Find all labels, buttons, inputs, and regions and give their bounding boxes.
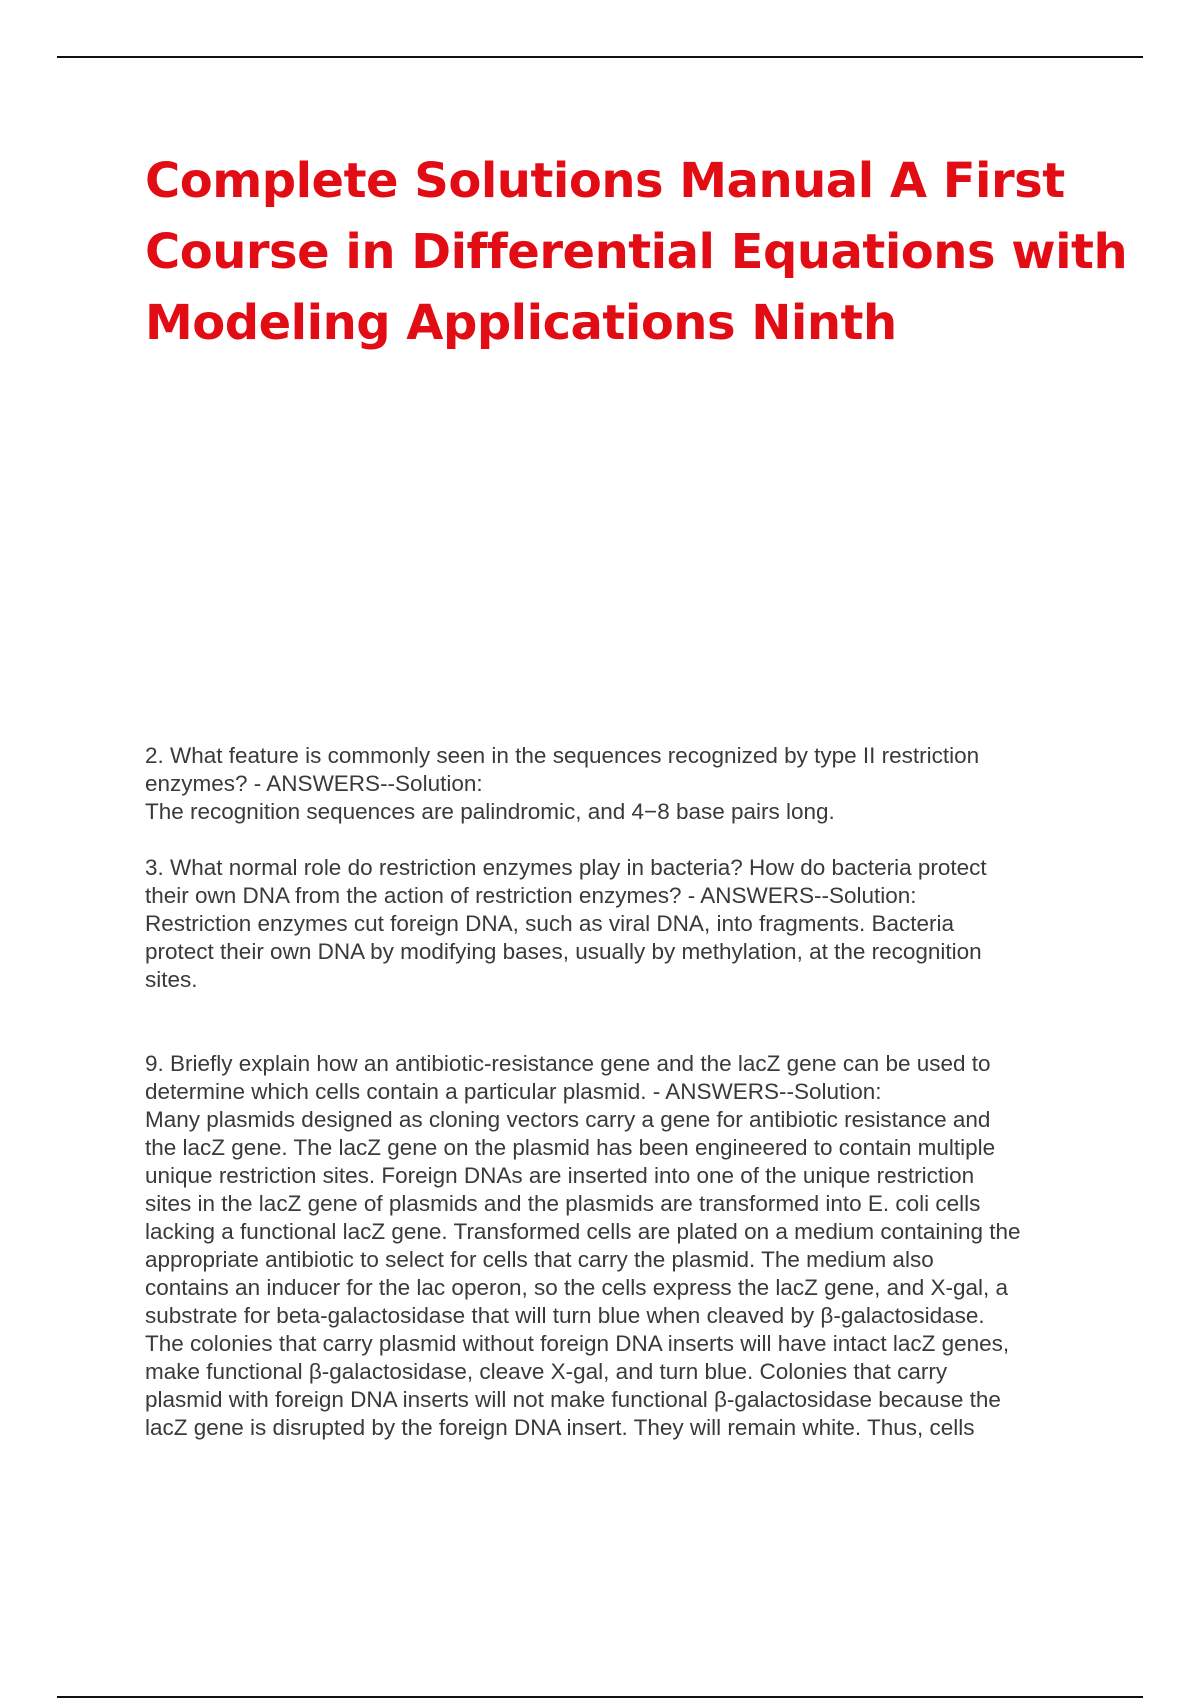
text-line: substrate for beta-galactosidase that will turn blue when cleaved by β-galactosidase.	[145, 1303, 985, 1328]
qa-block-2	[145, 742, 1095, 826]
top-rule	[57, 56, 1143, 58]
text-line: protect their own DNA by modifying bases, usually by methylation, at the recognition	[145, 939, 982, 964]
text-line: lacZ gene is disrupted by the foreign DNA insert. They will remain white. Thus, cells	[145, 1415, 975, 1440]
title-line: Course in Differential Equations with	[145, 224, 1128, 280]
bottom-rule	[57, 1696, 1143, 1698]
text-line: plasmid with foreign DNA inserts will not make functional β-galactosidase because the	[145, 1387, 1001, 1412]
text-line: lacking a functional lacZ gene. Transformed cells are plated on a medium containing the	[145, 1219, 1021, 1244]
text-line: enzymes? - ANSWERS--Solution:	[145, 771, 483, 796]
qa-block-3	[145, 854, 1095, 994]
text-line: 3. What normal role do restriction enzymes play in bacteria? How do bacteria protect	[145, 855, 987, 880]
text-line: The recognition sequences are palindromic, and 4−8 base pairs long.	[145, 799, 835, 824]
text-line: make functional β-galactosidase, cleave X-gal, and turn blue. Colonies that carry	[145, 1359, 948, 1384]
text-line: The colonies that carry plasmid without foreign DNA inserts will have intact lacZ genes,	[145, 1331, 1010, 1356]
document-title	[145, 146, 1128, 359]
text-line: Many plasmids designed as cloning vectors carry a gene for antibiotic resistance and	[145, 1107, 991, 1132]
title-line: Modeling Applications Ninth	[145, 295, 897, 351]
text-line: sites in the lacZ gene of plasmids and the plasmids are transformed into E. coli cells	[145, 1191, 981, 1216]
text-line: determine which cells contain a particular plasmid. - ANSWERS--Solution:	[145, 1079, 882, 1104]
text-line: their own DNA from the action of restriction enzymes? - ANSWERS--Solution:	[145, 883, 917, 908]
title-line: Complete Solutions Manual A First	[145, 153, 1065, 209]
text-line: contains an inducer for the lac operon, so the cells express the lacZ gene, and X-gal, a	[145, 1275, 1009, 1300]
text-line: unique restriction sites. Foreign DNAs are inserted into one of the unique restriction	[145, 1163, 975, 1188]
text-line: 2. What feature is commonly seen in the sequences recognized by type II restriction	[145, 743, 980, 768]
text-line: the lacZ gene. The lacZ gene on the plasmid has been engineered to contain multiple	[145, 1135, 996, 1160]
text-line: 9. Briefly explain how an antibiotic-resistance gene and the lacZ gene can be used to	[145, 1051, 991, 1076]
qa-block-9	[145, 1050, 1095, 1442]
text-line: Restriction enzymes cut foreign DNA, such as viral DNA, into fragments. Bacteria	[145, 911, 955, 936]
document-body	[145, 742, 1095, 1442]
text-line: appropriate antibiotic to select for cells that carry the plasmid. The medium also	[145, 1247, 934, 1272]
text-line: sites.	[145, 967, 198, 992]
